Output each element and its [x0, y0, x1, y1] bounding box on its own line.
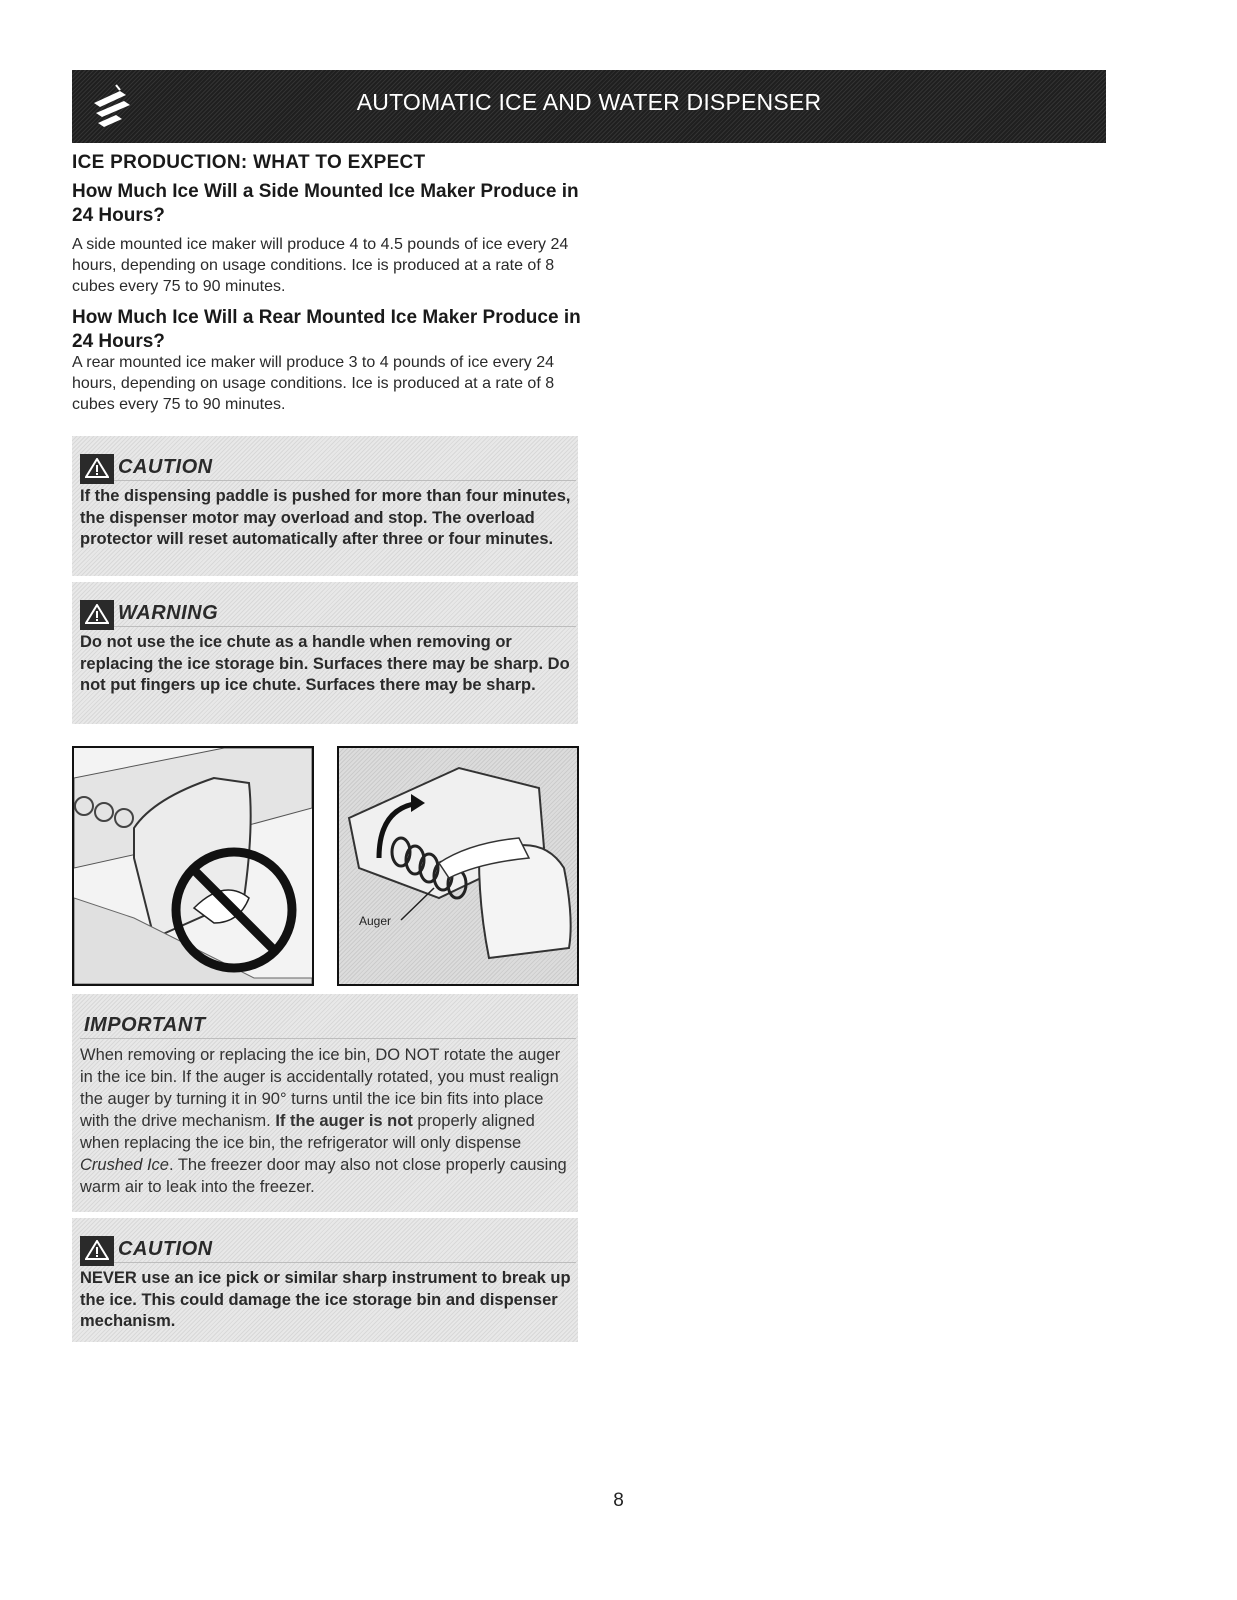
notice-label: CAUTION: [118, 456, 213, 478]
auger-callout-label: Auger: [359, 914, 392, 928]
subsection-body-rear-mounted: A rear mounted ice maker will produce 3 to 4 pounds of ice every 24 hours, depending on usage conditions. Ice is produced at a rate of 8 cubes every 75 to 90 minutes.: [72, 354, 555, 413]
page-number: 8: [613, 1490, 624, 1511]
important-notice-auger: [72, 994, 578, 1212]
warning-triangle-icon: [80, 600, 114, 630]
notice-label: WARNING: [118, 602, 219, 624]
section-title: ICE PRODUCTION: WHAT TO EXPECT: [72, 152, 426, 173]
notice-text-part: properly aligned when replacing the ice bin, the refrigerator will only dispense: [80, 1112, 535, 1152]
subsection-heading-side-mounted: How Much Ice Will a Side Mounted Ice Maker Produce in 24 Hours?: [72, 181, 579, 226]
illustration-auger: [337, 746, 579, 986]
notice-text: Do not use the ice chute as a handle when removing or replacing the ice storage bin. Surfaces there may be sharp. Do not put fingers up ice chute. Surfaces there may be sharp.: [80, 633, 570, 694]
illustration-no-hand-in-chute: [72, 746, 314, 986]
notice-text-italic: Crushed Ice: [80, 1156, 169, 1174]
notice-label: IMPORTANT: [84, 1014, 206, 1036]
notice-text-part: . The freezer door may also not close properly causing warm air to leak into the freezer.: [80, 1156, 567, 1196]
subsection-heading-rear-mounted: How Much Ice Will a Rear Mounted Ice Maker Produce in 24 Hours?: [72, 307, 581, 352]
notice-text: [80, 1044, 572, 1198]
subsection-body-side-mounted: A side mounted ice maker will produce 4 to 4.5 pounds of ice every 24 hours, depending on usage conditions. Ice is produced at a rate of 8 cubes every 75 to 90 minutes.: [72, 236, 569, 295]
notice-text: If the dispensing paddle is pushed for more than four minutes, the dispenser motor may overload and stop. The overload protector will reset automatically after three or four minutes.: [80, 487, 571, 548]
page-title: AUTOMATIC ICE AND WATER DISPENSER: [356, 89, 822, 115]
warning-triangle-icon: [80, 1236, 114, 1266]
warning-triangle-icon: [80, 454, 114, 484]
section-banner: [72, 70, 1106, 143]
notice-text-bold: If the auger is not: [275, 1112, 413, 1130]
notice-header: [80, 1012, 576, 1039]
notice-header: [80, 1236, 576, 1263]
notice-text: NEVER use an ice pick or similar sharp instrument to break up the ice. This could damage the ice storage bin and dispenser mechanism.: [80, 1269, 571, 1330]
caution-notice-ice-pick: [72, 1218, 578, 1342]
notice-header: [80, 600, 576, 627]
notice-label: CAUTION: [118, 1238, 213, 1260]
caution-notice-paddle: [72, 436, 578, 576]
warning-notice-ice-chute: [72, 582, 578, 724]
notice-text-part: When removing or replacing the ice bin, DO NOT rotate the auger in the ice bin. If the auger is accidentally rotated, you must realign the auger by turning it in 90° turns until the ice bin fits into place with the drive mechanism.: [80, 1046, 561, 1130]
notice-header: [80, 454, 576, 481]
